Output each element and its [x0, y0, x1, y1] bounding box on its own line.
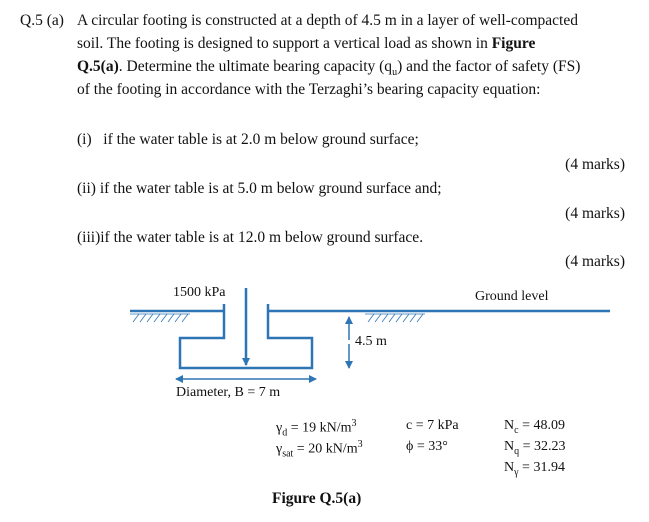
depth-label: 4.5 m [355, 334, 387, 349]
question-line-3: Q.5(a). Determine the ultimate bearing capacity $(q_u)$ and the factor of safety (FS) [77, 58, 581, 79]
gamma-d: $\gamma_d = 19$ $kN/m^3$ [276, 418, 357, 439]
soil-hatch-left [130, 314, 190, 322]
diameter-label: Diameter, B = 7 m [176, 385, 281, 400]
part-ii-marks: (4 marks) [565, 205, 625, 222]
question-line-1: A circular footing is constructed at a depth of 4.5 m in a layer of well-compacted [77, 12, 578, 29]
ngamma-factor: $N_\gamma = 31.94$ [504, 460, 565, 478]
part-iii: (iii)if the water table is at 12.0 m below ground surface. [77, 229, 424, 246]
part-iii-marks: (4 marks) [565, 253, 625, 270]
load-label: 1500 kPa [173, 285, 226, 300]
friction-angle: ϕ = 33° [406, 439, 448, 454]
gamma-sat: $\gamma_{sat} = 20$ $kN/m^3$ [276, 439, 363, 460]
part-ii: (ii) if the water table is at 5.0 m below ground surface and; [77, 180, 442, 197]
soil-hatch-right [365, 314, 425, 322]
part-i: (i) if the water table is at 2.0 m below ground surface; [77, 131, 419, 148]
nc-factor: $N_c = 48.09$ [504, 418, 565, 436]
figure-caption: Figure Q.5(a) [272, 490, 362, 507]
question-number: Q.5 (a) [20, 12, 64, 29]
part-i-marks: (4 marks) [565, 156, 625, 173]
question-line-4: of the footing in accordance with the Terzaghi’s bearing capacity equation: [77, 81, 541, 98]
ground-level-label: Ground level [475, 289, 549, 304]
question-line-2: soil. The footing is designed to support a vertical load as shown in Figure [77, 35, 536, 52]
nq-factor: $N_q = 32.23$ [504, 439, 566, 457]
cohesion: c = 7 kPa [406, 418, 459, 433]
